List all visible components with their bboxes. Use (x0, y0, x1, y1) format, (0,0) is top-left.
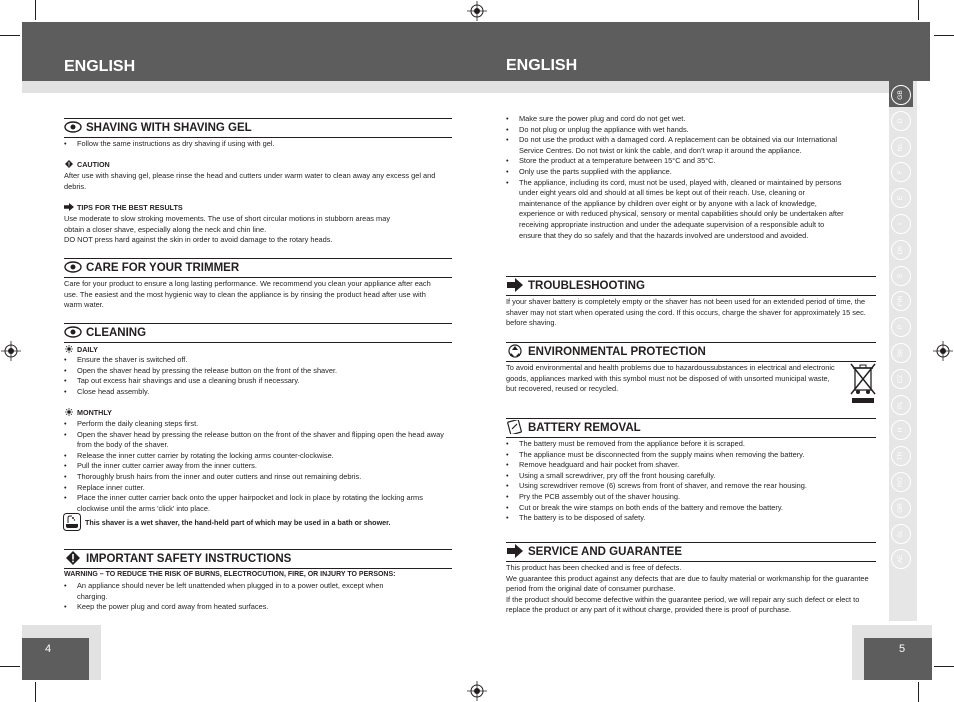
section-title: ENVIRONMENTAL PROTECTION (528, 346, 706, 358)
weee-bin-icon (849, 362, 877, 404)
language-tab-nl[interactable]: NL (891, 137, 911, 157)
crop-mark (35, 0, 36, 20)
eye-icon (64, 120, 82, 134)
section-environment (506, 342, 876, 362)
section-cleaning (64, 323, 452, 343)
monthly-list (64, 419, 456, 514)
arrow-right-icon (506, 278, 524, 292)
header-strip-right (486, 81, 889, 93)
footer-right-bar (864, 638, 932, 680)
battery-icon (506, 420, 524, 434)
crop-mark (934, 666, 954, 667)
language-tab-i[interactable]: I (891, 214, 911, 234)
list-item: • Ensure the shaver is switched off. (64, 355, 452, 366)
list-item: • The battery is to be disposed of safety. (506, 513, 876, 524)
list-item: • Place the inner cutter carrier back onto the upper hairpocket and lock in place by rotating the locking arms clockwise until the arms 'click' into place. (64, 493, 456, 514)
environment-text: To avoid environmental and health problems due to hazardoussubstances in electrical and electronic goods, appliances marked with this symbol must not be disposed of with unsorted municipal waste, but recovered, reused or recycled. (506, 363, 835, 394)
section-care (64, 258, 452, 278)
section-shaving-gel (64, 118, 452, 138)
arrow-right-icon (506, 544, 524, 558)
language-tab-h[interactable]: H (891, 420, 911, 440)
text-line: If the product should become defective within the guarantee period, we will repair any such defect or elect to replace the product or any part of it without charge, provided there is proof of purchase. (506, 594, 860, 615)
tips-text (64, 214, 452, 246)
section-title: TROUBLESHOOTING (528, 280, 645, 292)
sun-icon (64, 345, 74, 353)
battery-list (506, 439, 876, 524)
list-item: • The appliance must be disconnected from the supply mains when removing the battery. (506, 450, 876, 461)
section-title: IMPORTANT SAFETY INSTRUCTIONS (86, 553, 292, 565)
safety-continued-list (506, 114, 846, 241)
eye-icon (64, 260, 82, 274)
language-tab-d[interactable]: D (891, 111, 911, 131)
page-number-right: 5 (899, 643, 906, 655)
section-service (506, 542, 876, 562)
caution-text: After use with shaving gel, please rinse the head and cutters under warm water to clean away any excess gel and debris. (64, 171, 436, 191)
registration-mark-icon (467, 681, 487, 701)
caution-label-text: CAUTION (77, 160, 110, 169)
list-item: • The battery must be removed from the appliance before it is scraped. (506, 439, 876, 450)
language-tab-sk[interactable]: SK (891, 343, 911, 363)
list-item: • Remove headguard and hair pocket from shaver. (506, 460, 876, 471)
daily-label-text: DAILY (77, 345, 98, 354)
daily-label (64, 345, 98, 355)
text-line: DO NOT press hard against the skin in order to avoid damage to the rotary heads. (64, 235, 333, 245)
list-item: • Tap out excess hair shavings and use a cleaning brush if necessary. (64, 376, 452, 387)
crop-mark (0, 666, 20, 667)
recycle-icon (506, 344, 524, 358)
text-line: We guarantee this product against any defects that are due to faulty material or workmanship for the guarantee period from the original date of consumer purchase. (506, 573, 869, 594)
section-troubleshooting (506, 276, 876, 296)
list-item: • Replace inner cutter. (64, 483, 456, 494)
list-item: • Open the shaver head by pressing the release button on the front of the shaver and flipping open the head away from the body of the shaver. (64, 430, 456, 451)
section-title: CARE FOR YOUR TRIMMER (86, 262, 240, 274)
crop-mark (918, 682, 919, 702)
sun-icon (64, 408, 74, 416)
section-safety (64, 549, 452, 569)
monthly-label (64, 408, 112, 418)
shaving-gel-bullets (64, 139, 452, 150)
safety-list (64, 581, 394, 613)
eye-icon (64, 325, 82, 339)
section-title: SHAVING WITH SHAVING GEL (86, 122, 252, 134)
list-item: • Store the product at a temperature between 15°C and 35°C. (506, 156, 846, 167)
language-tab-gr[interactable]: GR (891, 498, 911, 518)
footer-left-bar (22, 638, 89, 680)
section-title: BATTERY REMOVAL (528, 422, 641, 434)
tips-label-text: TIPS FOR THE BEST RESULTS (77, 203, 183, 212)
list-item: • Using screwdriver remove (6) screws from front of shaver, and remove the rear housing. (506, 481, 876, 492)
language-tab-gb[interactable]: GB (891, 85, 911, 105)
language-tab-ro[interactable]: RO (891, 472, 911, 492)
crop-mark (0, 35, 20, 36)
registration-mark-icon (467, 1, 487, 21)
language-tab-sl[interactable]: SL (891, 524, 911, 544)
page-title-left: ENGLISH (64, 58, 136, 75)
list-item: • An appliance should never be left unattended when plugged in to a power outlet, except when charging. (64, 581, 394, 602)
section-battery (506, 418, 876, 438)
language-tab-ae[interactable]: AE (891, 549, 911, 569)
text-line: Use moderate to slow stroking movements. The use of short circular motions in stubborn areas may (64, 214, 391, 223)
registration-mark-icon (1, 341, 21, 361)
language-tab-e[interactable]: E (891, 188, 911, 208)
list-item: • Follow the same instructions as dry shaving if using with gel. (64, 139, 452, 150)
language-tab-tr[interactable]: TR (891, 446, 911, 466)
registration-mark-icon (933, 341, 953, 361)
wet-shaver-note: This shaver is a wet shaver, the hand-held part of which may be used in a bath or shower. (85, 518, 391, 527)
monthly-label-text: MONTHLY (77, 408, 112, 417)
list-item: • Cut or break the wire stamps on both ends of the battery and remove the battery. (506, 503, 876, 514)
list-item: • Pry the PCB assembly out of the shaver housing. (506, 492, 876, 503)
arrow-right-icon (64, 203, 74, 211)
language-tab-dk[interactable]: DK (891, 240, 911, 260)
list-item: • Make sure the power plug and cord do not get wet. (506, 114, 846, 125)
page-number-left: 4 (45, 643, 52, 655)
header-strip-left (22, 81, 502, 93)
warning-diamond-icon (64, 160, 74, 168)
page-title-right: ENGLISH (506, 57, 578, 74)
list-item: • Only use the parts supplied with the appliance. (506, 167, 846, 178)
list-item: • Open the shaver head by pressing the release button on the front of the shaver. (64, 366, 452, 377)
list-item: • Using a small screwdriver, pry off the front housing carefully. (506, 471, 876, 482)
daily-list (64, 355, 452, 397)
crop-mark (35, 682, 36, 702)
language-tab-cz[interactable]: CZ (891, 369, 911, 389)
safety-warning: WARNING – TO REDUCE THE RISK OF BURNS, ELECTROCUTION, FIRE, OR INJURY TO PERSONS: (64, 571, 396, 578)
tips-label (64, 203, 183, 213)
section-title: SERVICE AND GUARANTEE (528, 546, 682, 558)
list-item: • The appliance, including its cord, must not be used, played with, cleaned or maintained by persons under eight years old and should at all times be kept out of their reach. Use, cleaning or maintenance of the appliance by children over eight or by anyone with a lack of knowledge, experience or with reduced physical, sensory or mental capabilities should only be undertaken after receiving appropriate instruction and under the adequate supervision of a responsible adult to ensure that they do so safely and that the hazards involved are understood and avoided. (506, 178, 846, 242)
care-text: Care for your product to ensure a long lasting performance. We recommend you clean your appliance after each use. The easiest and the most hygienic way to clean the appliance is by rinsing the product head after use with warm water. (64, 279, 431, 310)
language-tab-p[interactable]: P (891, 317, 911, 337)
language-tab-s[interactable]: S (891, 266, 911, 286)
text-line: obtain a closer shave, especially along the neck and chin line. (64, 224, 267, 234)
service-text (506, 563, 878, 616)
bath-shower-icon (63, 513, 81, 531)
list-item: • Thoroughly brush hairs from the inner and outer cutters and rinse out remaining debris. (64, 472, 456, 483)
list-item: • Do not plug or unplug the appliance with wet hands. (506, 125, 846, 136)
troubleshooting-text: If your shaver battery is completely empty or the shaver has not been used for an extended period of time, the shaver may not start when operated using the cord. If this occurs, charge the shaver for approximately 15 sec. before shaving. (506, 297, 866, 328)
list-item: • Release the inner cutter carrier by rotating the locking arms counter-clockwise. (64, 451, 456, 462)
warning-diamond-icon (64, 551, 82, 565)
crop-mark (918, 0, 919, 20)
list-item: • Perform the daily cleaning steps first. (64, 419, 456, 430)
list-item: • Close head assembly. (64, 387, 452, 398)
crop-mark (934, 35, 954, 36)
list-item: • Keep the power plug and cord away from heated surfaces. (64, 602, 394, 613)
caution-label (64, 160, 110, 170)
language-tab-fin[interactable]: FIN (891, 291, 911, 311)
language-tab-pl[interactable]: PL (891, 395, 911, 415)
text-line: This product has been checked and is free of defects. (506, 563, 682, 572)
list-item: • Pull the inner cutter carrier away from the inner cutters. (64, 461, 456, 472)
language-tab-f[interactable]: F (891, 162, 911, 182)
list-item: • Do not use the product with a damaged cord. A replacement can be obtained via our International Service Centres. Do not twist or kink the cable, and don’t wrap it around the appliance. (506, 135, 846, 156)
section-title: CLEANING (86, 327, 147, 339)
